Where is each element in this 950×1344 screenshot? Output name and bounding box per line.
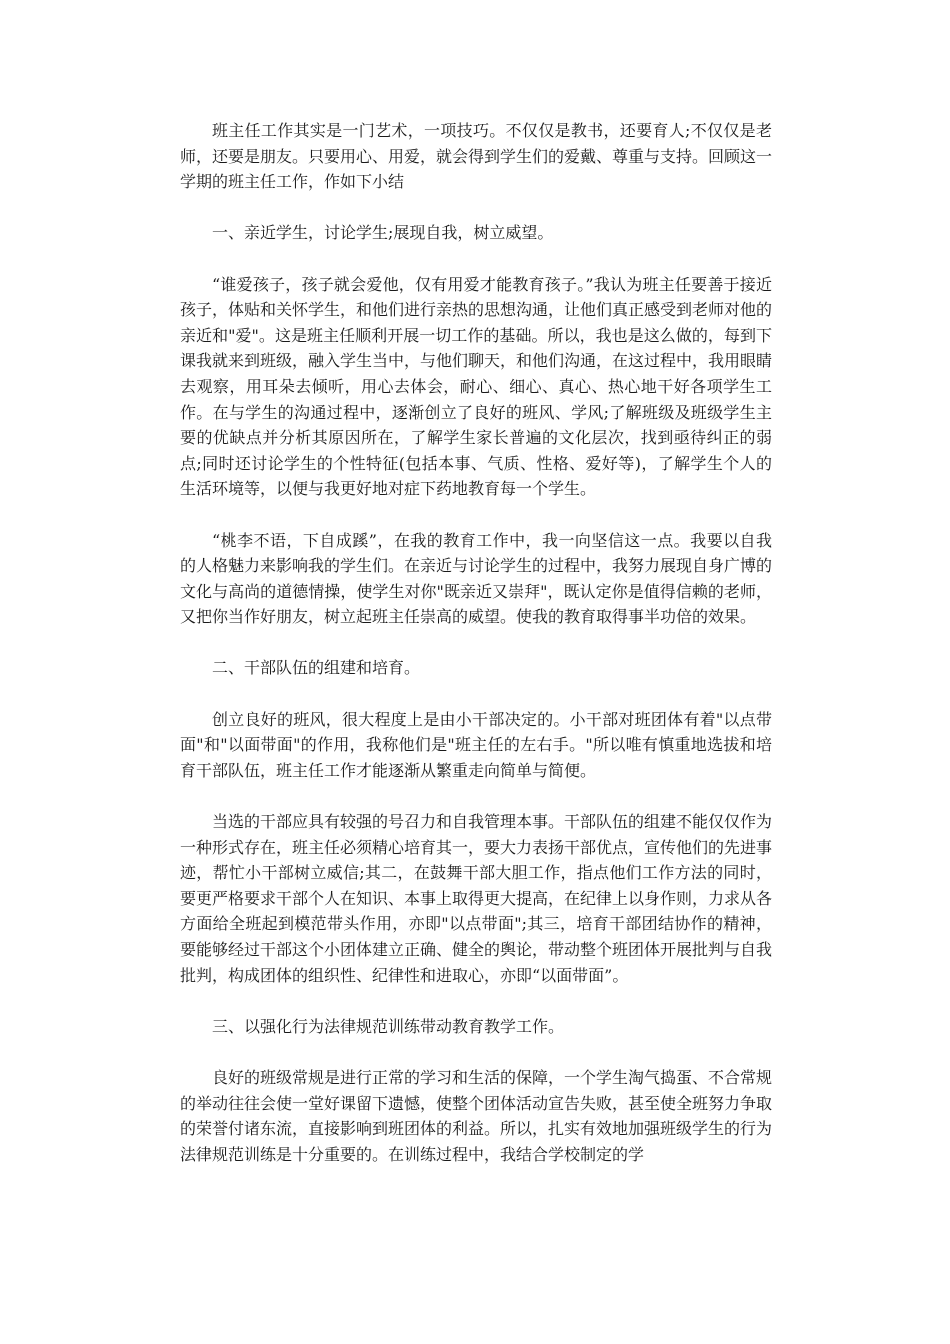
body-paragraph: “谁爱孩子，孩子就会爱他，仅有用爱才能教育孩子。”我认为班主任要善于接近孩子，体贴和关怀学生，和他们进行亲热的思想沟通，让他们真正感受到老师对他的亲近和"爱"。这是班主任顺利开展一切工作的基础。所以，我也是这么做的，每到下课我就来到班级，融入学生当中，与他们聊天，和他们沟通，在这过程中，我用眼睛去观察，用耳朵去倾听，用心去体会，耐心、细心、真心、热心地干好各项学生工作。在与学生的沟通过程中，逐渐创立了良好的班风、学风;了解班级及班级学生主要的优缺点并分析其原因所在，了解学生家长普遍的文化层次，找到亟待纠正的弱点;同时还讨论学生的个性特征(包括本事、气质、性格、爱好等)，了解学生个人的生活环境等，以便与我更好地对症下药地教育每一个学生。: [180, 274, 773, 499]
body-paragraph: “桃李不语，下自成蹊”，在我的教育工作中，我一向坚信这一点。我要以自我的人格魅力来影响我的学生们。在亲近与讨论学生的过程中，我努力展现自身广博的文化与高尚的道德情操，使学生对你"既亲近又崇拜"，既认定你是值得信赖的老师，又把你当作好朋友，树立起班主任崇高的威望。使我的教育取得事半功倍的效果。: [180, 530, 773, 627]
body-paragraph: 当选的干部应具有较强的号召力和自我管理本事。干部队伍的组建不能仅仅作为一种形式存在，班主任必须精心培育其一，要大力表扬干部优点，宣传他们的先进事迹，帮忙小干部树立威信;其二，在鼓舞干部大胆工作，指点他们工作方法的同时，要更严格要求干部个人在知识、本事上取得更大提高，在纪律上以身作则，力求从各方面给全班起到模范带头作用，亦即"以点带面";其三，培育干部团结协作的精神，要能够经过干部这个小团体建立正确、健全的舆论，带动整个班团体开展批判与自我批判，构成团体的组织性、纪律性和进取心，亦即“以面带面”。: [180, 812, 773, 985]
section-heading-1: 一、亲近学生，讨论学生;展现自我，树立威望。: [212, 223, 554, 243]
body-paragraph: 创立良好的班风，很大程度上是由小干部决定的。小干部对班团体有着"以点带面"和"以面带面"的作用，我称他们是"班主任的左右手。"所以唯有慎重地选拔和培育干部队伍，班主任工作才能逐渐从繁重走向简单与简便。: [180, 709, 772, 780]
section-heading-3: 三、以强化行为法律规范训练带动教育教学工作。: [212, 1016, 565, 1036]
intro-paragraph: 班主任工作其实是一门艺术，一项技巧。不仅仅是教书，还要育人;不仅仅是老师，还要是朋友。只要用心、用爱，就会得到学生们的爱戴、尊重与支持。回顾这一学期的班主任工作，作如下小结: [180, 121, 773, 192]
section-heading-2: 二、干部队伍的组建和培育。: [212, 658, 421, 678]
body-paragraph: 良好的班级常规是进行正常的学习和生活的保障，一个学生淘气捣蛋、不合常规的举动往往会使一堂好课留下遗憾，使整个团体活动宣告失败，甚至使全班努力争取的荣誉付诸东流，直接影响到班团体的利益。所以，扎实有效地加强班级学生的行为法律规范训练是十分重要的。在训练过程中，我结合学校制定的学: [180, 1067, 773, 1164]
document-page: [180, 118, 772, 1193]
